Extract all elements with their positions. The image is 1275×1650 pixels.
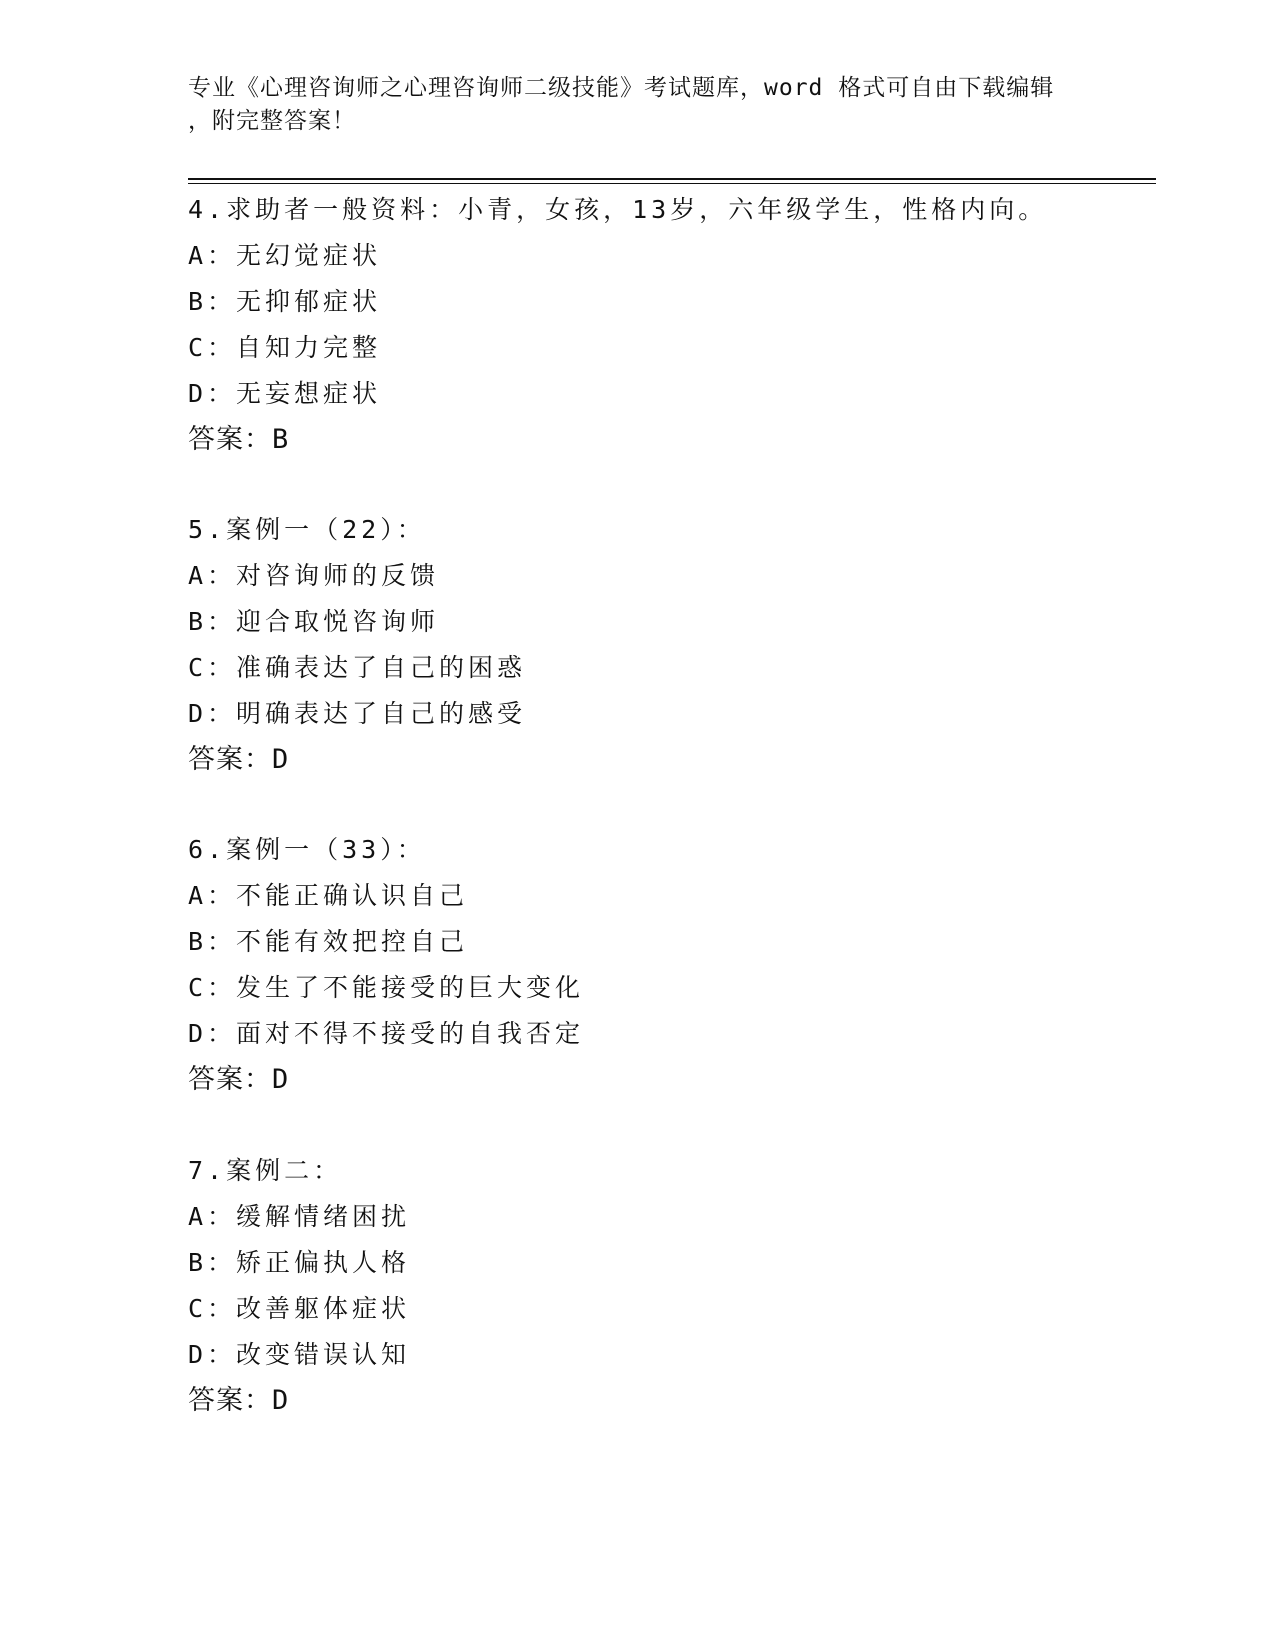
option-d: D：面对不得不接受的自我否定: [188, 1019, 585, 1048]
answer: 答案：D: [188, 1385, 290, 1416]
option-d: D：无妄想症状: [188, 379, 382, 408]
option-d: D：改变错误认知: [188, 1340, 411, 1369]
header-divider: [188, 178, 1156, 180]
question-stem: 7.案例二：: [188, 1156, 343, 1185]
question-block: [188, 507, 1188, 783]
option-b: B：无抑郁症状: [188, 287, 382, 316]
option-c: C：准确表达了自己的困惑: [188, 653, 527, 682]
option-d: D：明确表达了自己的感受: [188, 699, 527, 728]
header-divider-thin: [188, 183, 1156, 184]
option-c: C：改善躯体症状: [188, 1294, 411, 1323]
answer: 答案：D: [188, 744, 290, 775]
option-a: A：对咨询师的反馈: [188, 561, 440, 590]
option-b: B：不能有效把控自己: [188, 927, 469, 956]
option-b: B：迎合取悦咨询师: [188, 607, 440, 636]
option-a: A：无幻觉症状: [188, 241, 382, 270]
question-stem: 4.求助者一般资料：小青，女孩，13岁，六年级学生，性格内向。: [188, 195, 1048, 224]
option-c: C：发生了不能接受的巨大变化: [188, 973, 585, 1002]
question-block: [188, 187, 1188, 463]
answer: 答案：B: [188, 424, 290, 455]
header-line-2: ，附完整答案！: [188, 108, 356, 134]
question-block: [188, 1148, 1188, 1424]
question-stem: 5.案例一（22）：: [188, 515, 426, 544]
question-stem: 6.案例一（33）：: [188, 835, 426, 864]
header-line-1: 专业《心理咨询师之心理咨询师二级技能》考试题库，word 格式可自由下载编辑: [188, 75, 1055, 101]
question-block: [188, 827, 1188, 1103]
option-a: A：不能正确认识自己: [188, 881, 469, 910]
option-b: B：矫正偏执人格: [188, 1248, 411, 1277]
option-c: C：自知力完整: [188, 333, 382, 362]
option-a: A：缓解情绪困扰: [188, 1202, 411, 1231]
answer: 答案：D: [188, 1064, 290, 1095]
document-header: [188, 72, 1088, 138]
